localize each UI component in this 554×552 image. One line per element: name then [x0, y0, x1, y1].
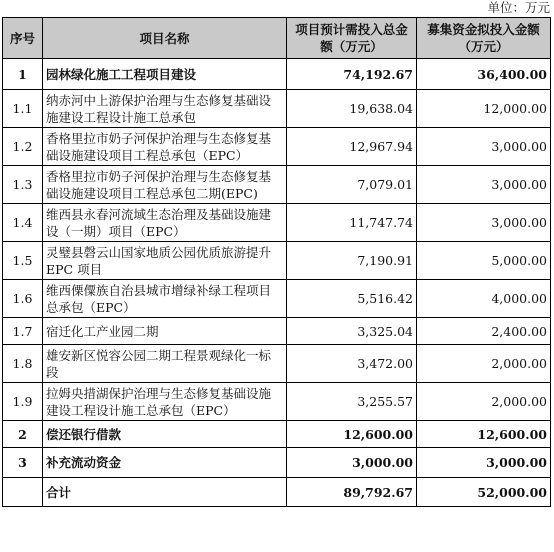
table-row [3, 448, 551, 478]
table-row [3, 421, 551, 448]
header-project-name: 项目名称 [43, 18, 287, 59]
row-total-investment: 12,600.00 [287, 421, 417, 448]
row-raised-funds: 3,000.00 [417, 204, 551, 242]
row-raised-funds: 52,000.00 [417, 478, 551, 507]
row-total-investment: 74,192.67 [287, 59, 417, 90]
row-seq: 1.3 [3, 166, 43, 204]
row-total-investment: 7,190.91 [287, 242, 417, 280]
row-seq: 1.5 [3, 242, 43, 280]
header-total-investment: 项目预计需投入总金额（万元） [287, 18, 417, 59]
table-row [3, 318, 551, 345]
row-project-name: 拉姆央措湖保护治理与生态修复基础设施建设工程设计施工总承包（EPC） [43, 383, 287, 421]
row-total-investment: 7,079.01 [287, 166, 417, 204]
row-total-investment: 3,000.00 [287, 448, 417, 478]
table-row [3, 128, 551, 166]
row-project-name: 香格里拉市奶子河保护治理与生态修复基础设施建设项目工程总承包二期(EPC) [43, 166, 287, 204]
table-row [3, 59, 551, 90]
row-seq: 1.9 [3, 383, 43, 421]
row-raised-funds: 5,000.00 [417, 242, 551, 280]
row-raised-funds: 2,000.00 [417, 345, 551, 383]
row-raised-funds: 2,000.00 [417, 383, 551, 421]
row-seq: 1.8 [3, 345, 43, 383]
row-seq: 1.2 [3, 128, 43, 166]
table-row [3, 242, 551, 280]
row-total-investment: 5,516.42 [287, 280, 417, 318]
table-row [3, 280, 551, 318]
table-row [3, 166, 551, 204]
row-project-name: 偿还银行借款 [43, 421, 287, 448]
row-seq: 1.4 [3, 204, 43, 242]
row-seq: 2 [3, 421, 43, 448]
row-raised-funds: 3,000.00 [417, 166, 551, 204]
fund-allocation-table [2, 17, 551, 507]
row-raised-funds: 4,000.00 [417, 280, 551, 318]
row-total-investment: 11,747.74 [287, 204, 417, 242]
row-project-name: 纳赤河中上游保护治理与生态修复基础设施建设工程设计施工总承包 [43, 90, 287, 128]
row-seq: 1.1 [3, 90, 43, 128]
table-row [3, 345, 551, 383]
row-project-name: 补充流动资金 [43, 448, 287, 478]
row-raised-funds: 36,400.00 [417, 59, 551, 90]
row-raised-funds: 3,000.00 [417, 128, 551, 166]
table-body [3, 59, 551, 507]
row-seq: 1.7 [3, 318, 43, 345]
unit-label: 单位：万元 [487, 0, 550, 15]
table-row [3, 204, 551, 242]
row-total-investment: 3,472.00 [287, 345, 417, 383]
row-raised-funds: 12,600.00 [417, 421, 551, 448]
header-seq: 序号 [3, 18, 43, 59]
row-project-name: 宿迁化工产业园二期 [43, 318, 287, 345]
table-row [3, 90, 551, 128]
row-total-investment: 3,325.04 [287, 318, 417, 345]
row-project-name: 合计 [43, 478, 287, 507]
row-seq: 3 [3, 448, 43, 478]
row-project-name: 雄安新区悦容公园二期工程景观绿化一标段 [43, 345, 287, 383]
row-project-name: 园林绿化施工工程项目建设 [43, 59, 287, 90]
table-row [3, 478, 551, 507]
row-total-investment: 12,967.94 [287, 128, 417, 166]
table-row [3, 383, 551, 421]
table-header [3, 18, 551, 59]
row-total-investment: 89,792.67 [287, 478, 417, 507]
row-total-investment: 3,255.57 [287, 383, 417, 421]
header-raised-funds: 募集资金拟投入金额（万元） [417, 18, 551, 59]
row-total-investment: 19,638.04 [287, 90, 417, 128]
row-seq: 1 [3, 59, 43, 90]
row-seq: 1.6 [3, 280, 43, 318]
row-raised-funds: 3,000.00 [417, 448, 551, 478]
row-project-name: 灵璧县磬云山国家地质公园优质旅游提升 EPC 项目 [43, 242, 287, 280]
row-project-name: 维西傈僳族自治县城市增绿补绿工程项目总承包（EPC） [43, 280, 287, 318]
row-project-name: 维西县永春河流域生态治理及基础设施建设（一期）项目（EPC） [43, 204, 287, 242]
row-raised-funds: 12,000.00 [417, 90, 551, 128]
row-seq [3, 478, 43, 507]
row-project-name: 香格里拉市奶子河保护治理与生态修复基础设施建设项目工程总承包（EPC） [43, 128, 287, 166]
row-raised-funds: 2,400.00 [417, 318, 551, 345]
